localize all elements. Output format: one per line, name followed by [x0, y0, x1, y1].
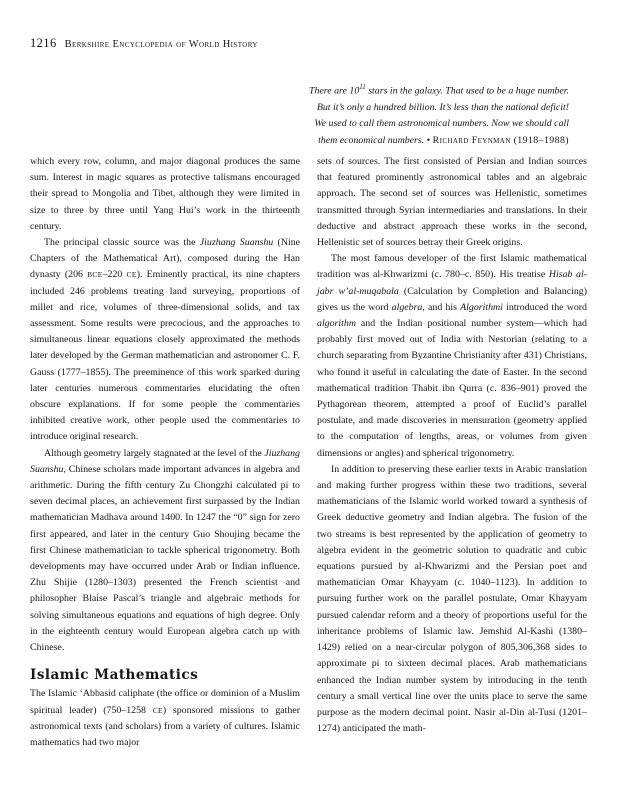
paragraph: Although geometry largely stagnated at the level of the Jiuzhang Suanshu, Chinese scholars made important advances in algebra and arithmetic. During the fifth century Zu Chongzhi calculated pi to seven decimal places, an achievement first surpassed by the Indian mathematician Madhava around 1400. In 1247 the “0” sign for zero first appeared, and later in the century Guo Shoujing became the first Chinese mathematician to tackle spherical trigonometry. Both developments may have occurred under Arab or Indian influence. Zhu Shijie (1280–1303) presented the French scientist and philosopher Blaise Pascal’s triangle and algebraic methods for solving simultaneous equations and equations of high degree. Only in the eighteenth century would European algebra catch up with Chinese.	[30, 447, 300, 654]
quote-exponent: 11	[359, 83, 366, 91]
paragraph: In addition to preserving these earlier texts in Arabic translation and making further progress within these two traditions, several mathematicians of the Islamic world worked toward a synthesis of Greek deductive geometry and Indian algebra. The fusion of the two streams is best represented by the application of geometry to algebra evident in the geometric solution to quadratic and cubic equations pursued by al-Khwarizmi and the Persian poet and mathematician Omar Khayyam (c. 1040–1123). In addition to pursuing further work on the parallel postulate, Omar Khayyam pursued calendar reform and a theory of proportions useful for the inheritance problems of Islamic law. Jemshid Al-Kashi (1380–1429) relied on a near-circular polygon of 805,306,368 sides to approximate pi to sixteen decimal places. Arab mathematicians enhanced the Indian number system by introducing in the tenth century a small vertical line over the units place to serve the same purpose as the modern decimal point. Nasir al-Din al-Tusi (1201–1274) anticipated the math-	[317, 463, 587, 735]
paragraph: which every row, column, and major diagonal produces the same sum. Interest in magic squares as protective talismans encouraged their spread to Mongolia and Tibet, although they were limited in size to three by three until Yang Hui’s work in the thirteenth century.	[30, 156, 300, 232]
quote-line-3: We used to call them astronomical numbers. Now we should call	[314, 118, 569, 130]
quote-line-2: But it’s only a hundred billion. It’s less than the national deficit!	[316, 101, 569, 113]
paragraph: The Islamic ‘Abbasid caliphate (the office or dominion of a Muslim spiritual leader) (750–1258 CE) sponsored missions to gather astronomical texts (and scholars) from a variety of cultures. Islamic mathematics had two major	[30, 688, 300, 748]
quote-line-1: There are $10^{11}$ stars in the galaxy. That used to be a huge number.	[308, 83, 569, 97]
paragraph: The most famous developer of the first Islamic mathematical tradition was al-Khwarizmi (c. 780–c. 850). His treatise Hisab al-jabr w’al-muqabala (Calculation by Completion and Balancing) gives us the word algebra, and his Algorithmi introduced the word algorithm and the Indian positional number system—which had probably first moved out of India with Nestorian (relating to a church separating from Byzantine Christianity after 431) Christians, who found it useful in calculating the date of Easter. In the second mathematical tradition Thabit ibn Qurra (c. 836–901) proved the Pythagorean theorem, attempted a proof of Euclid’s parallel postulate, and made discoveries in mensuration (geometry applied to the computation of lengths, areas, or volumes from given dimensions or angles) and spherical trigonometry.	[317, 253, 588, 459]
running-header	[30, 36, 258, 51]
paragraph: sets of sources. The first consisted of Persian and Indian sources that featured prominently astronomical tables and an algebraic approach. The second set of sources was Hellenistic, sometimes transmitted through Syrian intermediaries and translations. In their deductive and abstract approach these works in the second, Hellenistic set of sources betray their Greek origins.	[317, 156, 587, 249]
running-title: Berkshire Encyclopedia of World History	[64, 39, 258, 50]
quote-line-4: them economical numbers. • Richard Feynman (1918–1988)	[318, 134, 569, 146]
page-number: 1216	[30, 36, 57, 50]
quote-bullet: •	[426, 134, 431, 146]
left-column	[30, 154, 300, 751]
epigraph-quote	[309, 79, 569, 149]
paragraph: The principal classic source was the Jiuzhang Suanshu (Nine Chapters of the Mathematical Art), composed during the Han dynasty (206 BCE–220 CE). Eminently practical, its nine chapters included 246 problems treating land surveying, proportions of millet and rice, volumes of three-dimensional solids, and tax assessment. Some results were precocious, and the approaches to simultaneous linear equations closely approximated the methods later developed by the German mathematician and astronomer C. F. Gauss (1777–1855). The preeminence of this work sparked during later centuries numerous commentaries elucidating the often obscure explanations. If for some people the commentaries inhibited creative work, other people used the commentaries to introduce original research.	[30, 237, 301, 443]
right-column	[317, 154, 587, 737]
section-heading: Islamic Mathematics	[30, 667, 199, 684]
quote-attribution: Richard Feynman (1918–1988)	[432, 134, 569, 146]
